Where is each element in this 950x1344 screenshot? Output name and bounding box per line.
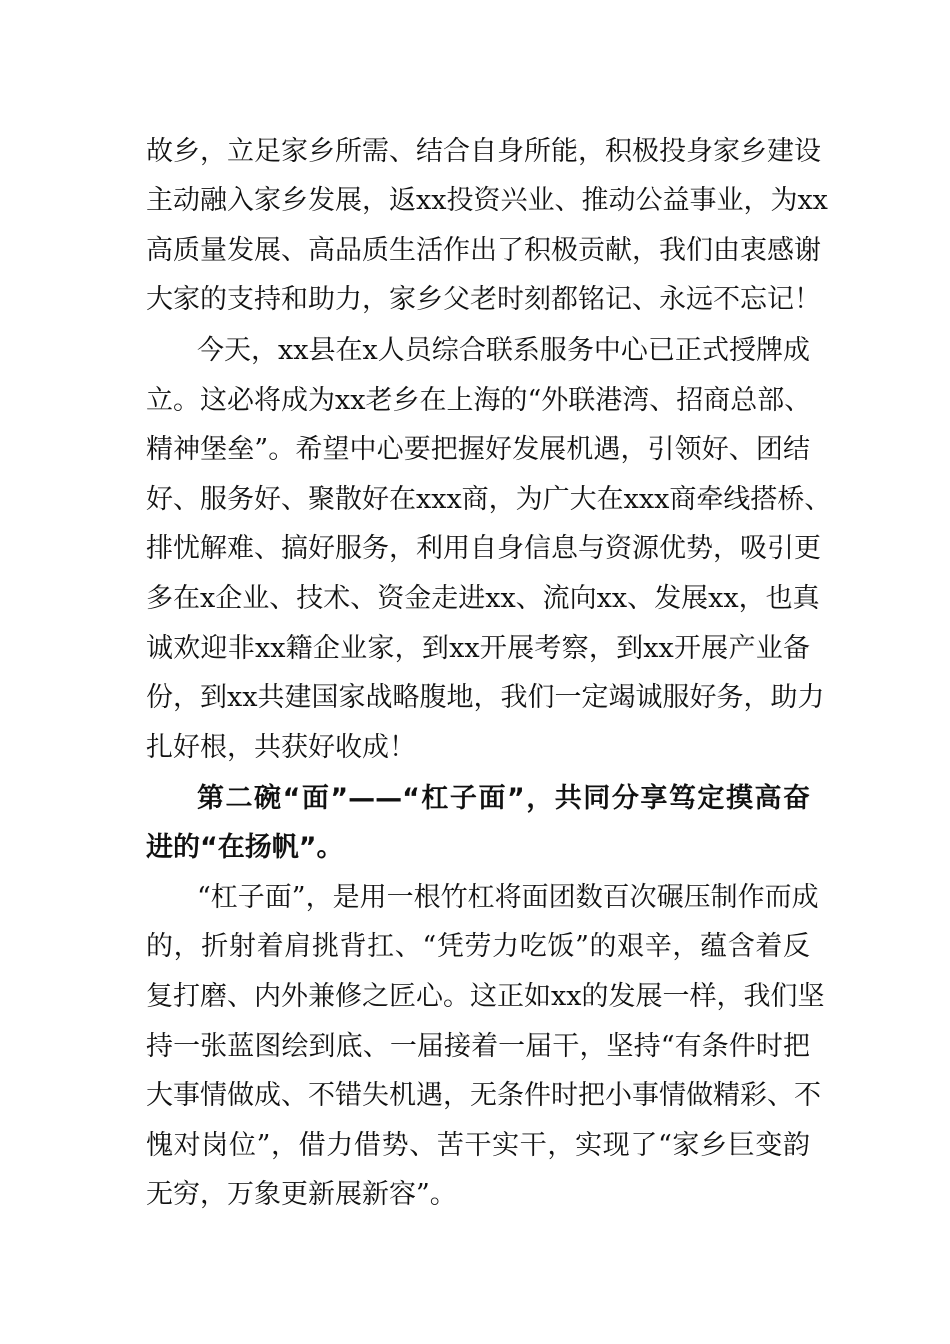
text-line: 诚欢迎非xx籍企业家，到xx开展考察，到xx开展产业备 — [146, 633, 810, 664]
section-heading: 进的“在扬帆”。 — [146, 832, 344, 863]
text-line: 份，到xx共建国家战略腹地，我们一定竭诚服好务，助力 — [146, 682, 825, 713]
text-line: 愧对岗位”，借力借势、苦干实干，实现了“家乡巨变韵 — [146, 1130, 810, 1161]
text-line: 高质量发展、高品质生活作出了积极贡献，我们由衷感谢 — [146, 235, 821, 266]
text-line: 好、服务好、聚散好在xxx商，为广大在xxx商牵线搭桥、 — [146, 484, 832, 515]
text-line: 复打磨、内外兼修之匠心。这正如xx的发展一样，我们坚 — [146, 981, 825, 1012]
text-line: “杠子面”，是用一根竹杠将面团数百次碾压制作而成 — [197, 882, 819, 913]
text-line: 扎好根，共获好收成！ — [146, 732, 416, 763]
text-line: 故乡，立足家乡所需、结合自身所能，积极投身家乡建设 — [146, 136, 821, 167]
text-line: 排忧解难、搞好服务，利用自身信息与资源优势，吸引更 — [146, 533, 821, 564]
text-line: 主动融入家乡发展，返xx投资兴业、推动公益事业，为xx — [146, 185, 828, 216]
text-line: 立。这必将成为xx老乡在上海的“外联港湾、招商总部、 — [146, 385, 812, 416]
text-line: 多在x企业、技术、资金走进xx、流向xx、发展xx，也真 — [146, 583, 820, 614]
text-line: 持一张蓝图绘到底、一届接着一届干，坚持“有条件时把 — [146, 1031, 810, 1062]
text-line: 的，折射着肩挑背扛、“凭劳力吃饭”的艰辛，蕴含着反 — [146, 931, 810, 962]
section-heading: 第二碗“面”——“杠子面”，共同分享笃定摸高奋 — [197, 783, 810, 814]
text-line: 大事情做成、不错失机遇，无条件时把小事情做精彩、不 — [146, 1080, 821, 1111]
text-line: 无穷，万象更新展新容”。 — [146, 1179, 457, 1210]
text-line: 大家的支持和助力，家乡父老时刻都铭记、永远不忘记！ — [146, 284, 821, 315]
text-line: 今天，xx县在x人员综合联系服务中心已正式授牌成 — [197, 335, 810, 366]
text-line: 精神堡垒”。希望中心要把握好发展机遇，引领好、团结 — [146, 434, 810, 465]
